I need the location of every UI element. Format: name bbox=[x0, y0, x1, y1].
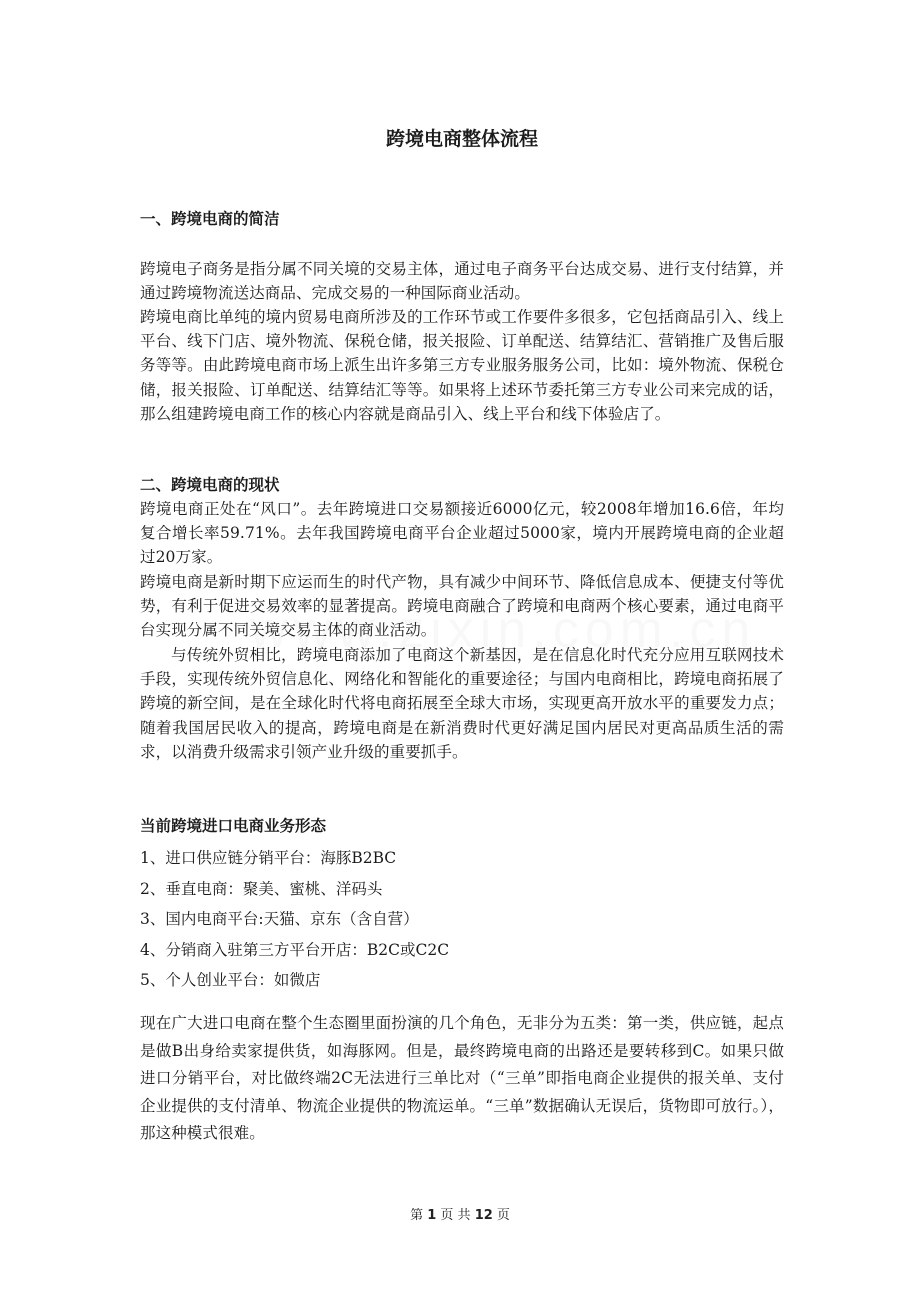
page-footer bbox=[0, 1206, 920, 1226]
section-heading-status: 二、跨境电商的现状 bbox=[140, 476, 280, 494]
footer-mid: 页 共 bbox=[440, 1208, 471, 1223]
section-heading-intro: 一、跨境电商的简洁 bbox=[140, 210, 280, 228]
footer-total-pages: 12 bbox=[474, 1208, 493, 1223]
status-paragraph-3: 与传统外贸相比，跨境电商添加了电商这个新基因，是在信息化时代充分应用互联网技术手段，实现传统外贸信息化、网络化和智能化的重要途径；与国内电商相比，跨境电商拓展了跨境的新空间，是在全球化时代将电商拓展至全球大市场，实现更高开放水平的重要发力点；随着我国居民收入的提高，跨境电商是在新消费时代更好满足国内居民对更高品质生活的需求，以消费升级需求引领产业升级的重要抓手。 bbox=[140, 646, 784, 761]
list-item: 1、进口供应链分销平台：海豚B2BC bbox=[140, 849, 397, 867]
intro-paragraph-1: 跨境电子商务是指分属不同关境的交易主体，通过电子商务平台达成交易、进行支付结算，并通过跨境物流送达商品、完成交易的一种国际商业活动。 bbox=[140, 260, 784, 303]
footer-prefix: 第 bbox=[410, 1208, 424, 1223]
list-item: 2、垂直电商：聚美、蜜桃、洋码头 bbox=[140, 879, 383, 898]
footer-suffix: 页 bbox=[496, 1208, 510, 1223]
status-paragraph-2: 跨境电商是新时期下应运而生的时代产物，具有减少中间环节、降低信息成本、便捷支付等优势，有利于促进交易效率的显著提高。跨境电商融合了跨境和电商两个核心要素，通过电商平台实现分属不同关境交易主体的商业活动。 bbox=[140, 573, 784, 640]
section-heading-models: 当前跨境进口电商业务形态 bbox=[140, 817, 327, 835]
footer-page-number: 1 bbox=[427, 1208, 437, 1223]
intro-paragraph-2: 跨境电商比单纯的境内贸易电商所涉及的工作环节或工作要件多很多，它包括商品引入、线上平台、线下门店、境外物流、保税仓储，报关报险、订单配送、结算结汇、营销推广及售后服务等等。由此跨境电商市场上派生出许多第三方专业服务服务公司，比如：境外物流、保税仓储，报关报险、订单配送、结算结汇等等。如果将上述环节委托第三方专业公司来完成的话，那么组建跨境电商工作的核心内容就是商品引入、线上平台和线下体验店了。 bbox=[140, 308, 784, 423]
business-models-list bbox=[140, 843, 449, 996]
page-title: 跨境电商整体流程 bbox=[385, 128, 538, 150]
list-item: 3、国内电商平台:天猫、京东（含自营） bbox=[140, 910, 419, 928]
status-paragraph-1: 跨境电商正处在“风口”。去年跨境进口交易额接近6000亿元，较2008年增加16.6倍，年均复合增长率59.71%。去年我国跨境电商平台企业超过5000家，境内开展跨境电商的企业超过20万家。 bbox=[140, 500, 784, 567]
models-paragraph-1: 现在广大进口电商在整个生态圈里面扮演的几个角色，无非分为五类：第一类，供应链，起点是做B出身给卖家提供货，如海豚网。但是，最终跨境电商的出路还是要转移到C。如果只做进口分销平台，对比做终端2C无法进行三单比对（“三单”即指电商企业提供的报关单、支付企业提供的支付清单、物流企业提供的物流运单。“三单”数据确认无误后，货物即可放行。），那这种模式很难。 bbox=[140, 1014, 784, 1143]
list-item: 5、个人创业平台：如微店 bbox=[140, 971, 321, 989]
list-item: 4、分销商入驻第三方平台开店：B2C或C2C bbox=[140, 940, 450, 959]
